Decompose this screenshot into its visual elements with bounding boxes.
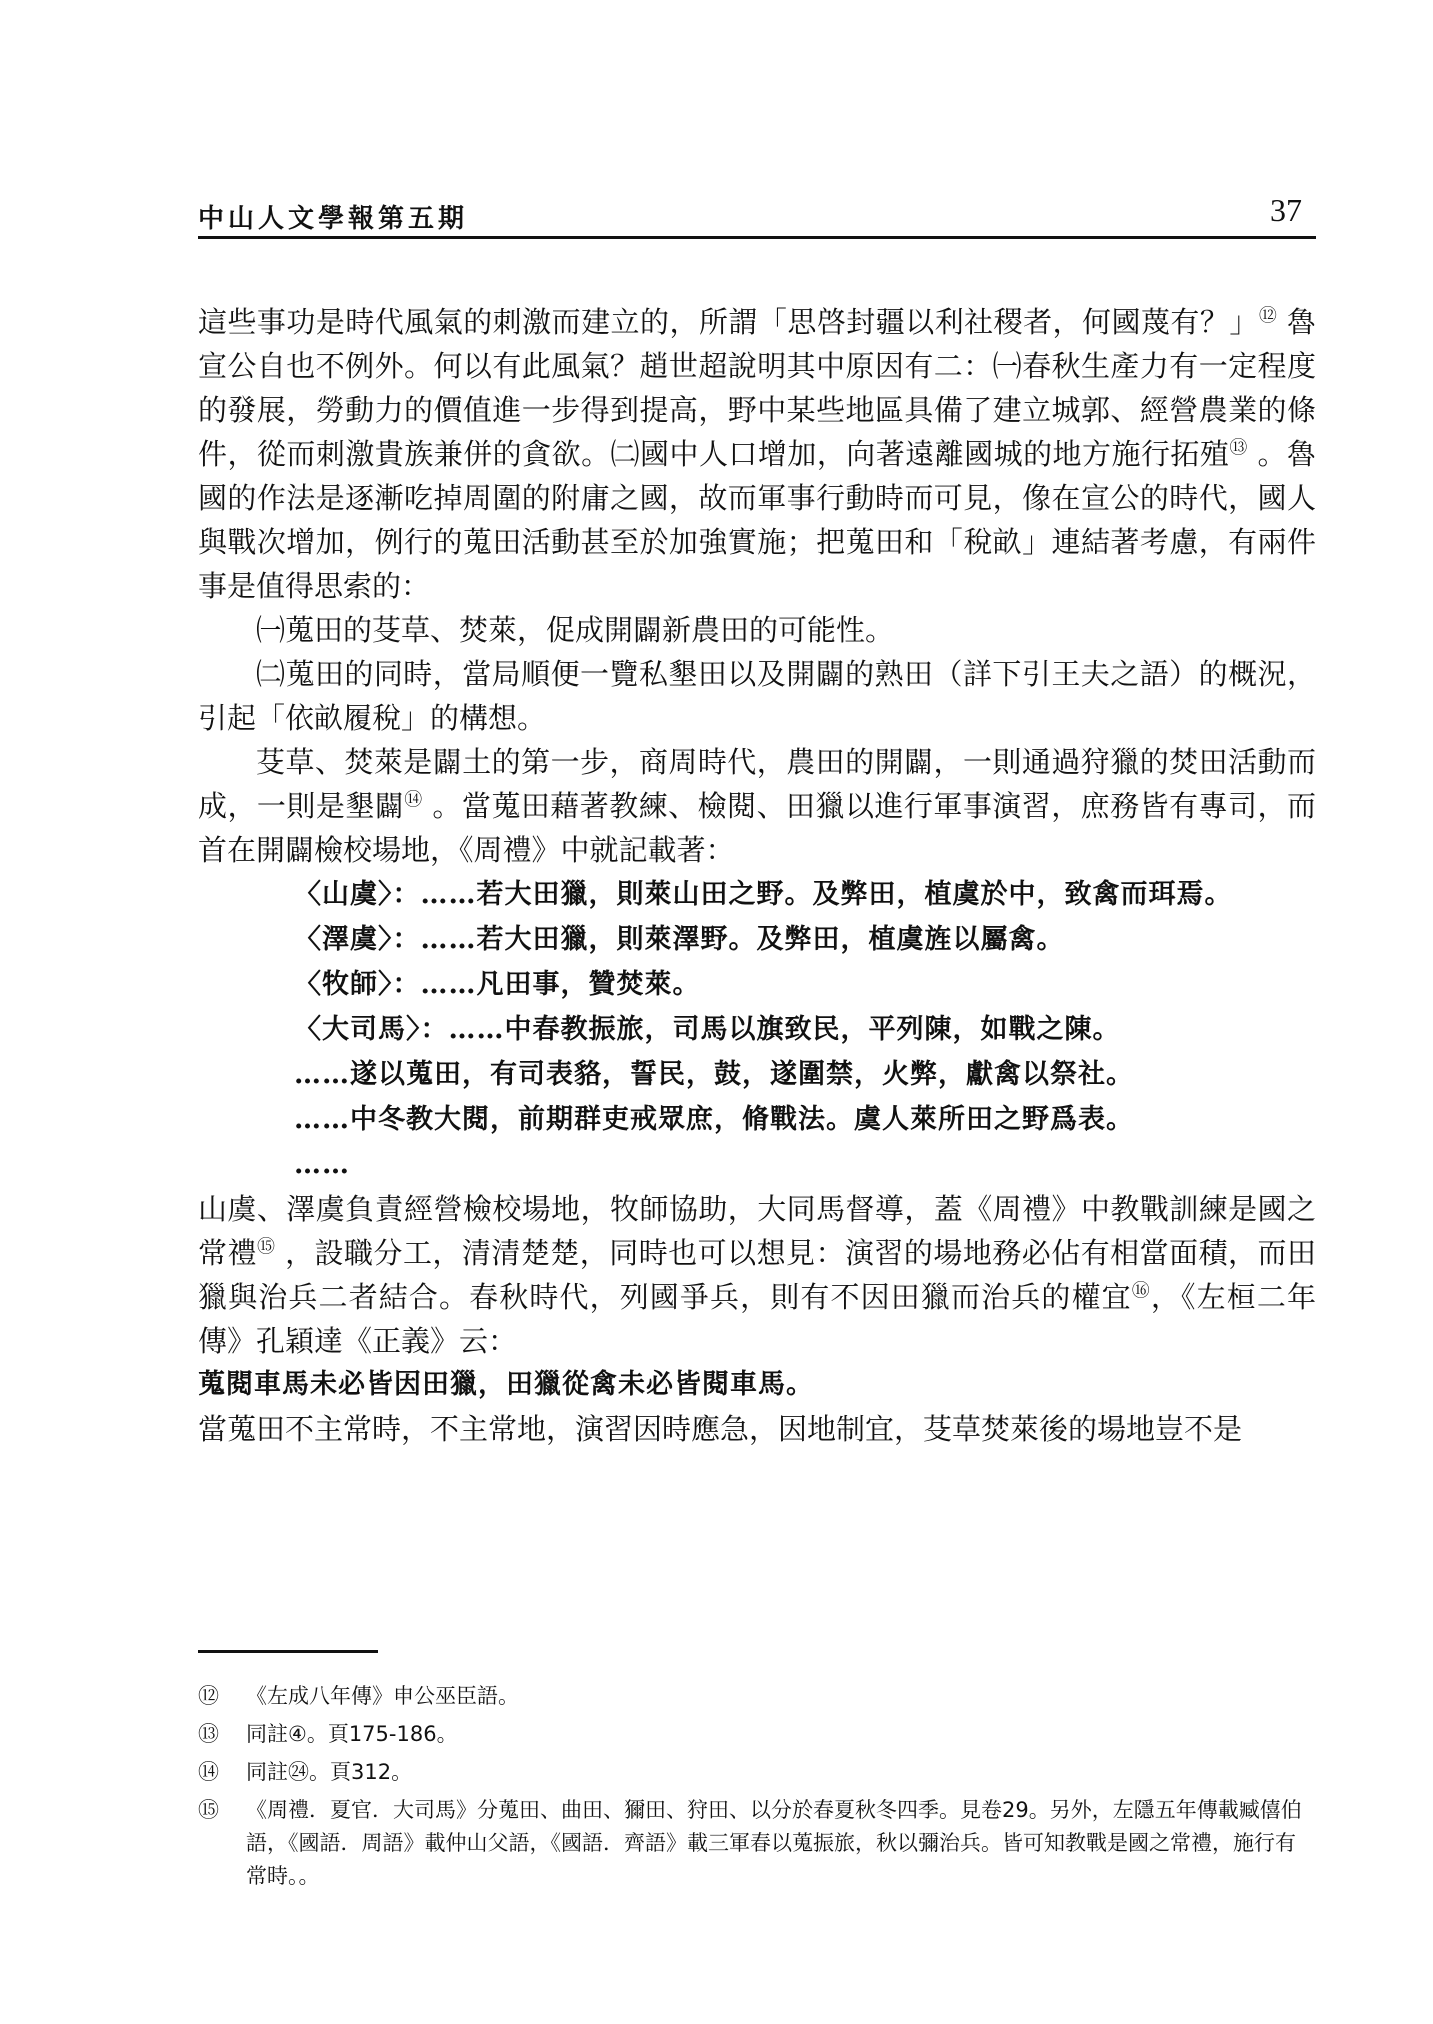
paragraph-5: [198, 1187, 1316, 1363]
paragraph-1: [198, 300, 1316, 608]
zhouli-quote-block: [294, 872, 1316, 1187]
footnote-text: 《周禮．夏官．大司馬》分蒐田、曲田、獮田、狩田、以分於春夏秋冬四季。見卷29。另外，左隱五年傳載臧僖伯語，《國語．周語》載仲山父語，《國語．齊語》載三軍春以蒐振旅，秋以彌治兵。皆可知教戰是國之常禮，施行有常時。。: [246, 1798, 1302, 1888]
paragraph-4-part-b: 。當蒐田藉著教練、檢閱、田獵以進行軍事演習，庶務皆有專司，而首在開闢檢校場地，《周禮》中就記載著：: [198, 789, 1316, 867]
note-ref-72: ⑫: [1258, 305, 1278, 327]
main-text: [198, 300, 1316, 1451]
quote-line-dasima: 〈大司馬〉：……中春教振旅，司馬以旗致民，平列陳，如戰之陳。: [294, 1014, 1121, 1045]
paragraph-3: ㈡蒐田的同時，當局順便一覽私墾田以及開闢的熟田（詳下引王夫之語）的概況，引起「依畝履稅」的構想。: [198, 657, 1316, 735]
paragraph-6: 當蒐田不主常時，不主常地，演習因時應急，因地制宜，芟草焚萊後的場地豈不是: [198, 1412, 1243, 1446]
footnote-75: [198, 1794, 1316, 1893]
paragraph-2: ㈠蒐田的芟草、焚萊，促成開闢新農田的可能性。: [256, 613, 895, 647]
paragraph-5-part-b: ，設職分工，清清楚楚，同時也可以想見：演習的場地務必佔有相當面積，而田獵與治兵二者結合。春秋時代，列國爭兵，則有不因田獵而治兵的權宜: [198, 1236, 1316, 1314]
footnote-73: [198, 1718, 1316, 1751]
quote-line-soutian: ……遂以蒐田，有司表貉，誓民，鼓，遂圍禁，火弊，獻禽以祭社。: [294, 1059, 1134, 1090]
journal-title: 中山人文學報第五期: [198, 204, 469, 234]
quote-line-zeyu: 〈澤虞〉：……若大田獵，則萊澤野。及弊田，植虞旌以屬禽。: [294, 924, 1065, 955]
note-ref-75: ⑮: [256, 1236, 276, 1258]
footnote-rule: [198, 1650, 378, 1653]
paragraph-1-part-c: 。魯國的作法是逐漸吃掉周圍的附庸之國，故而軍事行動時而可見，像在宣公的時代，國人與戰次增加，例行的蒐田活動甚至於加強實施；把蒐田和「稅畝」連結著考慮，有兩件事是值得思索的：: [198, 437, 1316, 603]
page-header: [198, 192, 1316, 238]
header-rule: [198, 236, 1316, 239]
quote-line-ellipsis: ……: [294, 1149, 350, 1180]
paragraph-1-part-a: 這些事功是時代風氣的刺激而建立的，所謂「思啓封疆以利社稷者，何國蔑有？」: [198, 305, 1259, 339]
note-ref-73: ⑬: [1229, 437, 1248, 459]
footnote-74: [198, 1756, 1316, 1789]
page-number: 37: [1270, 192, 1302, 228]
paragraph-4-part-a: 芟草、焚萊是闢土的第一步，商周時代，農田的開闢，一則通過狩獵的焚田活動而成，一則是墾闢: [198, 745, 1316, 823]
paragraph-4: [198, 740, 1316, 872]
footnote-mark: ⑭: [198, 1760, 219, 1784]
paragraph-5-part-c: ，《左桓二年傳》孔穎達《正義》云：: [198, 1280, 1316, 1358]
footnote-mark: ⑫: [198, 1684, 219, 1708]
paragraph-5-part-a: 山虞、澤虞負責經營檢校場地，牧師協助，大同馬督導，蓋《周禮》中教戰訓練是國之常禮: [198, 1192, 1316, 1270]
note-ref-74: ⑭: [404, 789, 423, 811]
footnote-72: [198, 1680, 1316, 1713]
footnotes: [198, 1680, 1316, 1898]
footnote-text: 同註④。頁175-186。: [246, 1722, 458, 1746]
footnote-text: 《左成八年傳》申公巫臣語。: [246, 1684, 519, 1708]
quote-line-dayue: ……中冬教大閱，前期群吏戒眾庶，脩戰法。虞人萊所田之野爲表。: [294, 1104, 1134, 1135]
zhengyi-quote: 蒐閱車馬未必皆因田獵，田獵從禽未必皆閱車馬。: [198, 1369, 814, 1400]
quote-line-mushi: 〈牧師〉：……凡田事，贊焚萊。: [294, 969, 701, 1000]
footnote-mark: ⑬: [198, 1722, 219, 1746]
paragraph-1-part-b: 魯宣公自也不例外。何以有此風氣？趙世超說明其中原因有二：㈠春秋生產力有一定程度的發展，勞動力的價值進一步得到提高，野中某些地區具備了建立城郭、經營農業的條件，從而刺激貴族兼併的貪欲。㈡國中人口增加，向著遠離國城的地方施行拓殖: [198, 305, 1316, 471]
footnote-mark: ⑮: [198, 1798, 219, 1822]
footnote-text: 同註㉔。頁312。: [246, 1760, 413, 1784]
note-ref-76: ⑯: [1131, 1280, 1151, 1302]
quote-line-shanyu: 〈山虞〉：……若大田獵，則萊山田之野。及弊田，植虞於中，致禽而珥焉。: [294, 879, 1233, 910]
